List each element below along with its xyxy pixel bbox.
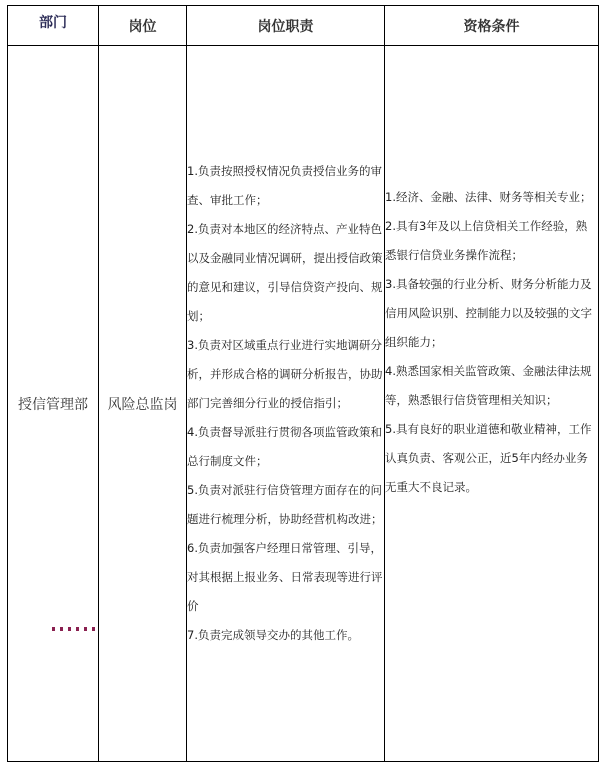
department-cell: 授信管理部 [8, 46, 99, 762]
qualification-item: 3.具备较强的行业分析、财务分析能力及信用风险识别、控制能力以及较强的文字组织能力； [385, 277, 592, 349]
duty-item: 6.负责加强客户经理日常管理、引导，对其根据上报业务、日常表现等进行评价 [187, 541, 383, 613]
duty-item: 1.负责按照授权情况负责授信业务的审查、审批工作； [187, 164, 382, 207]
table-row [8, 46, 599, 762]
cropped-text-fragment [52, 627, 100, 631]
header-department: 部门 [8, 6, 99, 46]
duty-item: 5.负责对派驻行信贷管理方面存在的问题进行梳理分析，协助经营机构改进； [187, 483, 383, 526]
position-cell: 风险总监岗 [99, 46, 187, 762]
qualification-item: 2.具有3年及以上信贷相关工作经验，熟悉银行信贷业务操作流程； [385, 219, 588, 262]
header-position: 岗位 [99, 6, 187, 46]
header-row [8, 6, 599, 46]
job-requirements-table [7, 5, 599, 762]
duty-item: 3.负责对区域重点行业进行实地调研分析，并形成合格的调研分析报告，协助部门完善细分行业的授信指引； [187, 338, 383, 410]
duty-item: 2.负责对本地区的经济特点、产业特色以及金融同业情况调研，提出授信政策的意见和建议，引导信贷资产投向、规划； [187, 222, 383, 323]
qualification-item: 4.熟悉国家相关监管政策、金融法律法规等，熟悉银行信贷管理相关知识； [385, 364, 592, 407]
duty-item: 7.负责完成领导交办的其他工作。 [187, 628, 359, 642]
qualification-item: 1.经济、金融、法律、财务等相关专业； [385, 190, 592, 204]
qualification-item: 5.具有良好的职业道德和敬业精神，工作认真负责、客观公正，近5年内经办业务无重大不良记录。 [385, 422, 592, 494]
header-duties: 岗位职责 [187, 6, 385, 46]
duty-item: 4.负责督导派驻行贯彻各项监管政策和总行制度文件； [187, 425, 382, 468]
qualifications-cell [385, 46, 599, 762]
header-qualifications: 资格条件 [385, 6, 599, 46]
duties-cell [187, 46, 385, 762]
